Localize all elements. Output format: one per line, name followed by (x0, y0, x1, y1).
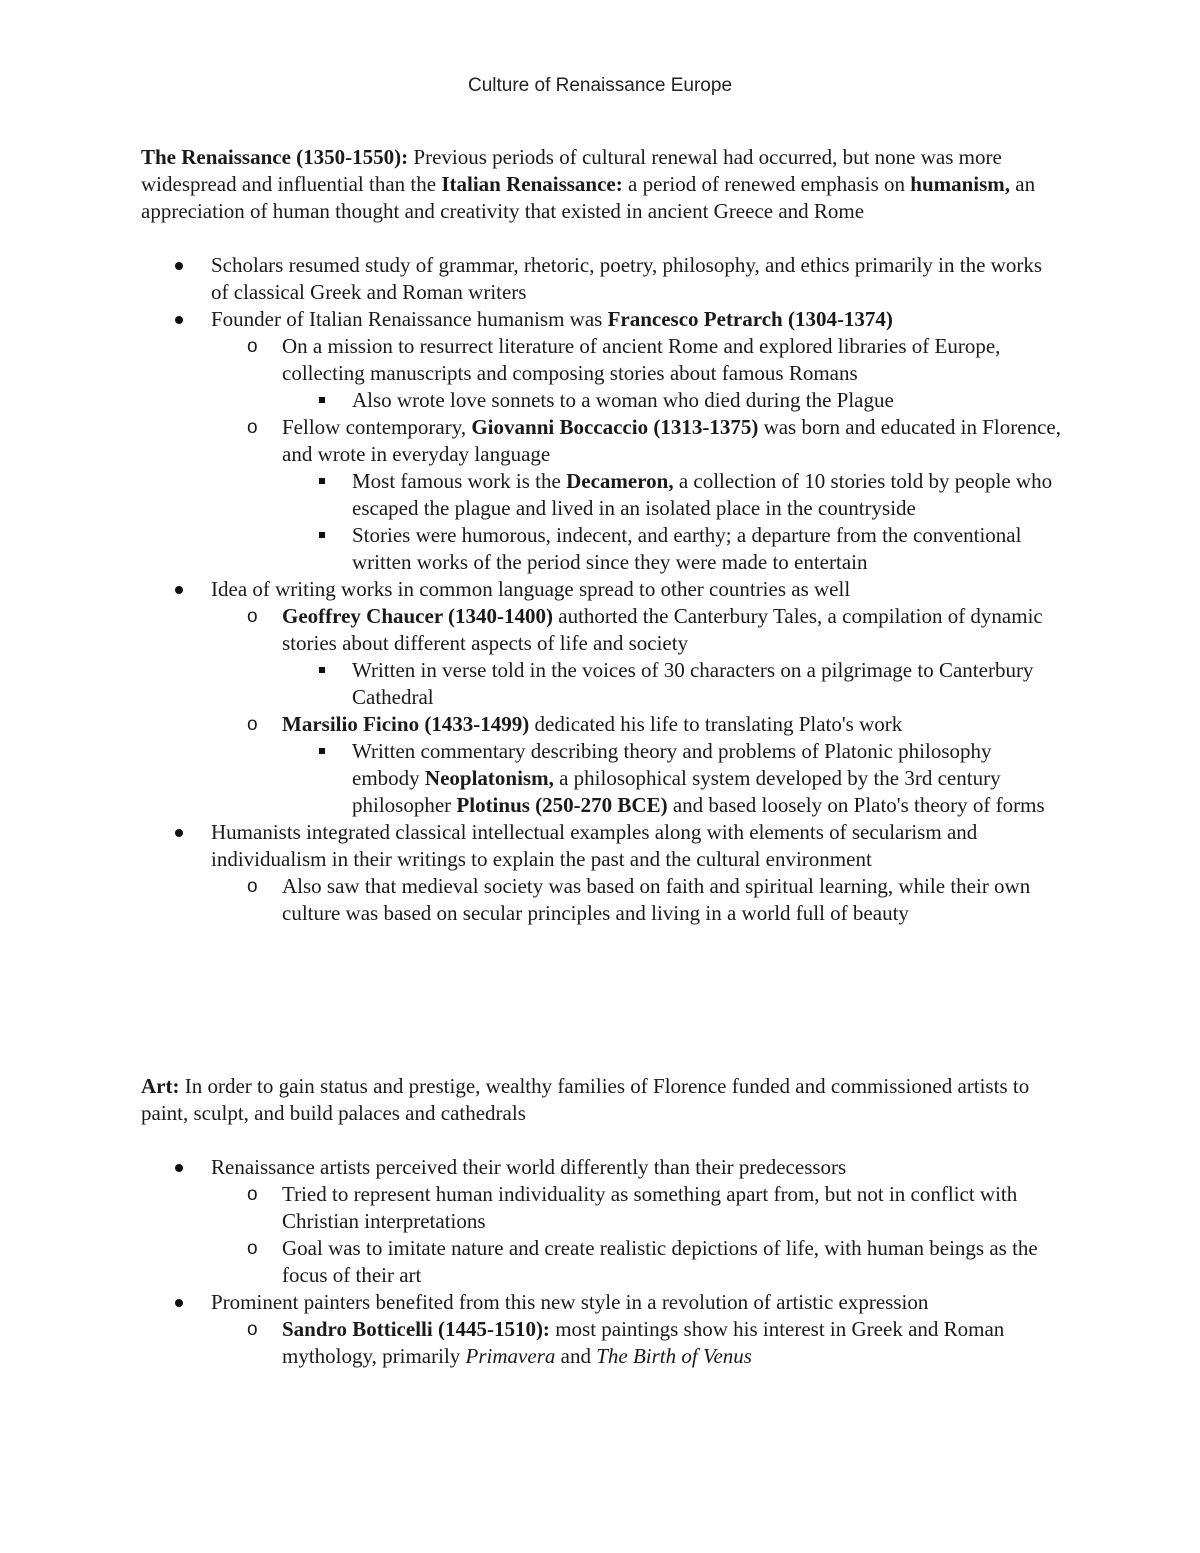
bullet-dot-icon (175, 1299, 183, 1307)
sub-list (247, 603, 1061, 819)
circle-bullet-icon: o (247, 417, 258, 438)
square-bullet-icon (319, 667, 325, 673)
sub-sub-list (353, 657, 1061, 711)
square-bullet-icon (319, 397, 325, 403)
bullet-dot-icon (175, 316, 183, 324)
list-item: Founder of Italian Renaissance humanism was Francesco Petrarch (1304-1374) o On a mission to resurrect literature of ancient Rome and explored libraries of Europe, collecting manuscripts and composing stories about famous Romans Also wrote love sonnets to a woman who died during the Plague o Fellow contemporary, Giovanni Boccaccio (1313-1375) was born and educated in Florence, and wrote in everyday language Most famous work is the Decameron, a collection of 10 stories told by people who escaped the plague and lived in an isolated place in the countryside Stories were humorous, indecent, and earthy; a departure from the conventional written works of the period since they were made to entertain (141, 306, 1061, 576)
list-item: Most famous work is the Decameron, a collection of 10 stories told by people who escaped the plague and lived in an isolated place in the countryside (282, 468, 1061, 522)
sub-sub-list (353, 738, 1061, 819)
circle-bullet-icon: o (247, 1238, 258, 1259)
square-bullet-icon (319, 478, 325, 484)
list-item: o On a mission to resurrect literature of ancient Rome and explored libraries of Europe, collecting manuscripts and composing stories about famous Romans Also wrote love sonnets to a woman who died during the Plague (211, 333, 1061, 414)
art-intro: Art: In order to gain status and prestige, wealthy families of Florence funded and commissioned artists to paint, sculpt, and build palaces and cathedrals (141, 1074, 1030, 1125)
list-item: Scholars resumed study of grammar, rhetoric, poetry, philosophy, and ethics primarily in the works of classical Greek and Roman writers (141, 252, 1061, 306)
circle-bullet-icon: o (247, 336, 258, 357)
list-item: o Goal was to imitate nature and create realistic depictions of life, with human beings as the focus of their art (247, 1236, 1038, 1287)
bullet-dot-icon (175, 829, 183, 837)
sub-list (247, 1181, 1061, 1289)
bullet-dot-icon (175, 586, 183, 594)
renaissance-intro: The Renaissance (1350-1550): Previous periods of cultural renewal had occurred, but none was more widespread and influential than the Italian Renaissance: a period of renewed emphasis on humanism, an appreciation of human thought and creativity that existed in ancient Greece and Rome (141, 145, 1036, 223)
sub-sub-list (353, 468, 1061, 576)
square-bullet-icon (319, 748, 325, 754)
renaissance-heading: The Renaissance (1350-1550): (141, 145, 409, 169)
list-item: o Marsilio Ficino (1433-1499) dedicated his life to translating Plato's work Written commentary describing theory and problems of Platonic philosophy embody Neoplatonism, a philosophical system developed by the 3rd century philosopher Plotinus (250-270 BCE) and based loosely on Plato's theory of forms (211, 711, 1061, 819)
sub-list (247, 1316, 1061, 1370)
bullet-dot-icon (175, 262, 183, 270)
section-renaissance (141, 144, 1061, 927)
circle-bullet-icon: o (247, 1319, 258, 1340)
bullet-dot-icon (175, 1164, 183, 1172)
list-item: Idea of writing works in common language spread to other countries as well o Geoffrey Chaucer (1340-1400) authorted the Canterbury Tales, a compilation of dynamic stories about different aspects of life and society Written in verse told in the voices of 30 characters on a pilgrimage to Canterbury Cathedral o Marsilio Ficino (1433-1499) dedicated his life to translating Plato's work Written commentary describing theory and problems of Platonic philosophy embody Neoplatonism, a philosophical system developed by the 3rd century philosopher Plotinus (250-270 BCE) and based loosely on Plato's theory of forms (141, 576, 1061, 819)
list-item: Written commentary describing theory and problems of Platonic philosophy embody Neoplatonism, a philosophical system developed by the 3rd century philosopher Plotinus (250-270 BCE) and based loosely on Plato's theory of forms (282, 738, 1061, 819)
renaissance-bullets (141, 252, 1061, 927)
circle-bullet-icon: o (247, 1184, 258, 1205)
square-bullet-icon (319, 532, 325, 538)
list-item: o Sandro Botticelli (1445-1510): most paintings show his interest in Greek and Roman mythology, primarily Primavera and The Birth of Venus (247, 1317, 1005, 1368)
section-art (141, 1073, 1061, 1370)
sub-list (247, 873, 1061, 927)
list-item: Prominent painters benefited from this new style in a revolution of artistic expression o Sandro Botticelli (1445-1510): most paintings show his interest in Greek and Roman mythology, primarily Primavera and The Birth of Venus (141, 1289, 1061, 1370)
circle-bullet-icon: o (247, 876, 258, 897)
circle-bullet-icon: o (247, 606, 258, 627)
list-item: Humanists integrated classical intellectual examples along with elements of secularism and individualism in their writings to explain the past and the cultural environment o Also saw that medieval society was based on faith and spiritual learning, while their own culture was based on secular principles and living in a world full of beauty (141, 819, 1061, 927)
art-bullets (141, 1154, 1061, 1370)
list-item: Also wrote love sonnets to a woman who died during the Plague (282, 387, 1061, 414)
list-item: Written in verse told in the voices of 30 characters on a pilgrimage to Canterbury Cathedral (282, 657, 1061, 711)
sub-sub-list (353, 387, 1061, 414)
list-item: o Geoffrey Chaucer (1340-1400) authorted the Canterbury Tales, a compilation of dynamic stories about different aspects of life and society Written in verse told in the voices of 30 characters on a pilgrimage to Canterbury Cathedral (211, 603, 1061, 711)
circle-bullet-icon: o (247, 714, 258, 735)
list-item: o Tried to represent human individuality as something apart from, but not in conflict with Christian interpretations (247, 1182, 1018, 1233)
list-item: o Also saw that medieval society was based on faith and spiritual learning, while their own culture was based on secular principles and living in a world full of beauty (247, 874, 1031, 925)
list-item: o Fellow contemporary, Giovanni Boccaccio (1313-1375) was born and educated in Florence, and wrote in everyday language Most famous work is the Decameron, a collection of 10 stories told by people who escaped the plague and lived in an isolated place in the countryside Stories were humorous, indecent, and earthy; a departure from the conventional written works of the period since they were made to entertain (247, 415, 1061, 574)
sub-list (247, 333, 1061, 576)
list-item: Renaissance artists perceived their world differently than their predecessors o Tried to represent human individuality as something apart from, but not in conflict with Christian interpretations o Goal was to imitate nature and create realistic depictions of life, with human beings as the focus of their art (141, 1154, 1061, 1289)
list-item: Stories were humorous, indecent, and earthy; a departure from the conventional written works of the period since they were made to entertain (282, 522, 1061, 576)
art-heading: Art: (141, 1074, 180, 1098)
page-title: Culture of Renaissance Europe (467, 75, 733, 96)
